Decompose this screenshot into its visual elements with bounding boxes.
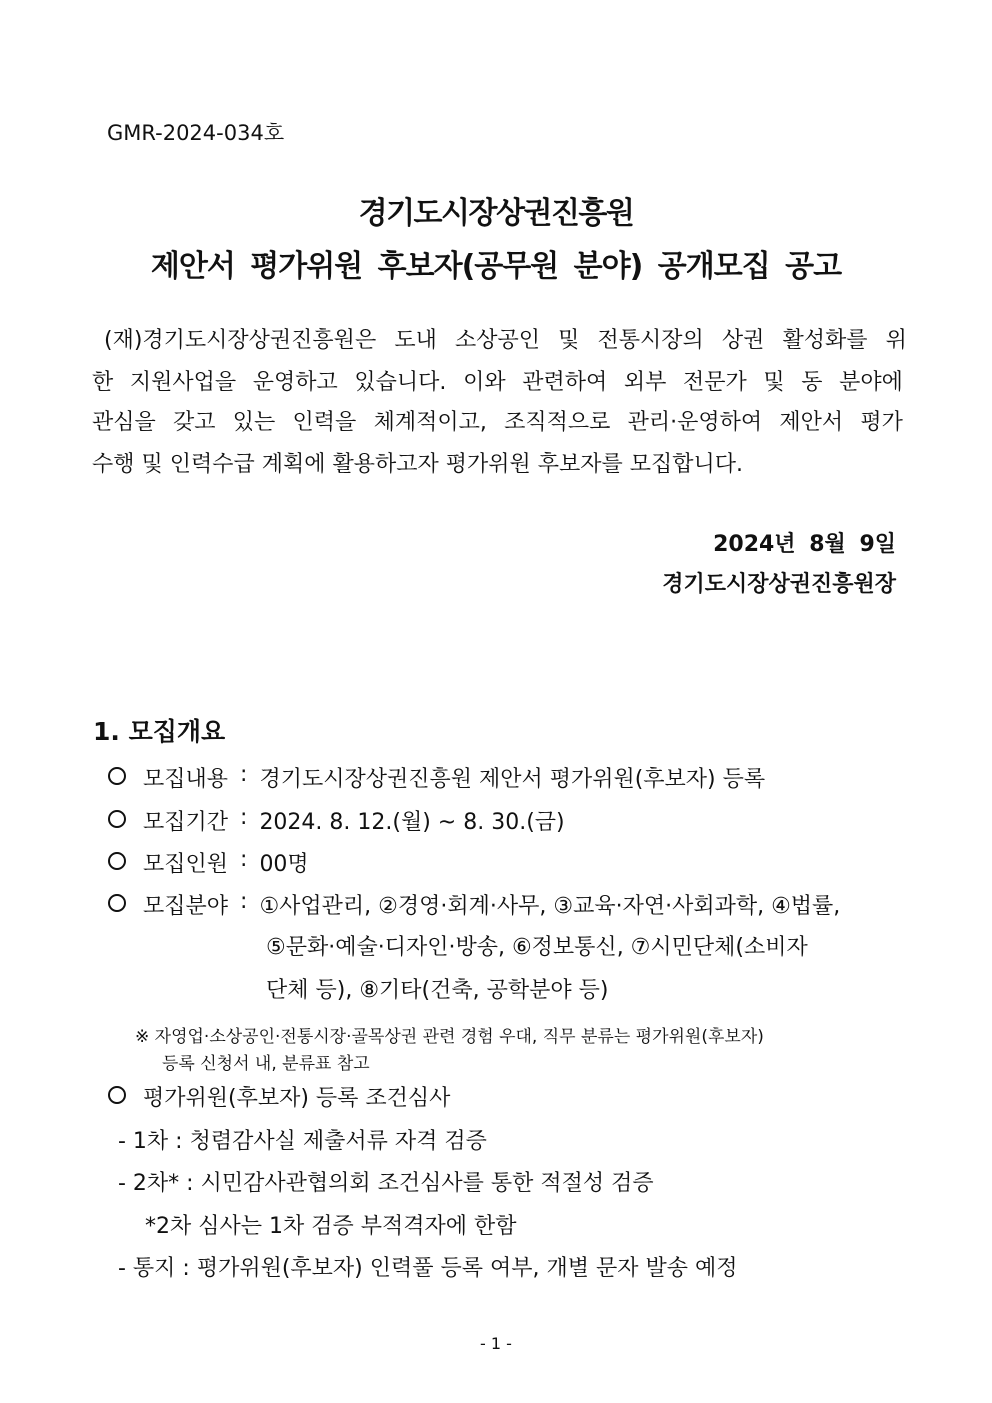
intro-word: 위 [885,328,907,353]
overview-item-review [108,1081,450,1112]
intro-word: 체계적이고, [373,410,487,435]
overview-item-period [108,805,565,836]
intro-word: 지원사업을 [129,370,237,395]
item-label: 모집인원 [143,852,229,877]
item-value: 00명 [259,852,309,877]
intro-paragraph-line-3 [92,405,903,436]
intro-word: 전통시장의 [597,328,704,353]
intro-word: 및 [763,370,785,395]
intro-word: 조직적으로 [504,410,611,435]
item-value: 경기도시장상권진흥원 제안서 평가위원(후보자) 등록 [259,767,766,792]
intro-word: 외부 [623,370,667,395]
document-number: GMR-2024-034호 [107,121,285,145]
review-step-2: - 2차* : 시민감사관협의회 조건심사를 통한 적절성 검증 [118,1171,654,1196]
circle-bullet-icon [108,852,126,870]
intro-word: 소상공인 [454,328,540,353]
intro-word: 인력을 [292,410,357,435]
intro-word: 활성화를 [782,328,868,353]
item-label: 모집내용 [143,767,229,792]
issuer-signature: 경기도시장상권진흥원장 [662,572,896,597]
circle-bullet-icon [108,767,126,785]
intro-word: 제안서 [779,410,844,435]
intro-paragraph-line-2 [92,365,903,396]
intro-word: 평가 [860,410,903,435]
intro-word: 전문가 [682,370,747,395]
overview-item-headcount [108,847,309,878]
intro-word: 분야에 [839,370,903,395]
fields-continuation-1: ⑤문화·예술·디자인·방송, ⑥정보통신, ⑦시민단체(소비자 [266,935,808,960]
item-colon: : [240,847,248,872]
intro-word: 갖고 [173,410,216,435]
intro-word: 관리·운영하여 [627,410,763,435]
review-notification: - 통지 : 평가위원(후보자) 인력풀 등록 여부, 개별 문자 발송 예정 [118,1256,738,1281]
intro-word: 관련하여 [522,370,608,395]
circle-bullet-icon [108,1086,126,1104]
item-value: 2024. 8. 12.(월) ~ 8. 30.(금) [259,810,565,835]
intro-word: 있습니다. [354,370,447,395]
circle-bullet-icon [108,810,126,828]
item-colon: : [240,889,248,914]
announcement-date: 2024년 8월 9일 [713,532,896,557]
section-heading-overview: 1. 모집개요 [93,717,226,746]
intro-word: 및 [558,328,580,353]
overview-item-fields [108,889,840,920]
item-colon: : [240,805,248,830]
page-number: - 1 - [480,1334,512,1353]
item-colon: : [240,762,248,787]
intro-word: 이와 [463,370,506,395]
overview-item-content [108,762,765,793]
intro-word: 관심을 [92,410,156,435]
review-step-1: - 1차 : 청렴감사실 제출서류 자격 검증 [118,1129,487,1154]
item-label: 모집분야 [143,894,229,919]
title-announcement: 제안서 평가위원 후보자(공무원 분야) 공개모집 공고 [150,249,842,284]
intro-word: 도내 [394,328,437,353]
intro-paragraph-line-1 [104,323,907,354]
item-label: 모집기간 [143,810,229,835]
reference-note-line-2: 등록 신청서 내, 분류표 참고 [162,1054,370,1074]
intro-word: 한 [92,370,114,395]
reference-note-line-1: ※ 자영업·소상공인·전통시장·골목상권 관련 경험 우대, 직무 분류는 평가위원(후보자) [135,1027,764,1047]
intro-word: 동 [801,370,823,395]
intro-word: (재)경기도시장상권진흥원은 [104,328,377,353]
intro-word: 운영하고 [252,370,338,395]
fields-continuation-2: 단체 등), ⑧기타(건축, 공학분야 등) [266,978,609,1003]
item-label: 평가위원(후보자) 등록 조건심사 [143,1086,451,1111]
title-organization: 경기도시장상권진흥원 [358,196,634,231]
intro-word: 상권 [721,328,765,353]
circle-bullet-icon [108,894,126,912]
intro-paragraph-line-4: 수행 및 인력수급 계획에 활용하고자 평가위원 후보자를 모집합니다. [92,452,744,477]
review-step-2-footnote: *2차 심사는 1차 검증 부적격자에 한함 [145,1214,517,1239]
intro-word: 있는 [232,410,276,435]
item-value: ①사업관리, ②경영·회계·사무, ③교육·자연·사회과학, ④법률, [259,894,841,919]
